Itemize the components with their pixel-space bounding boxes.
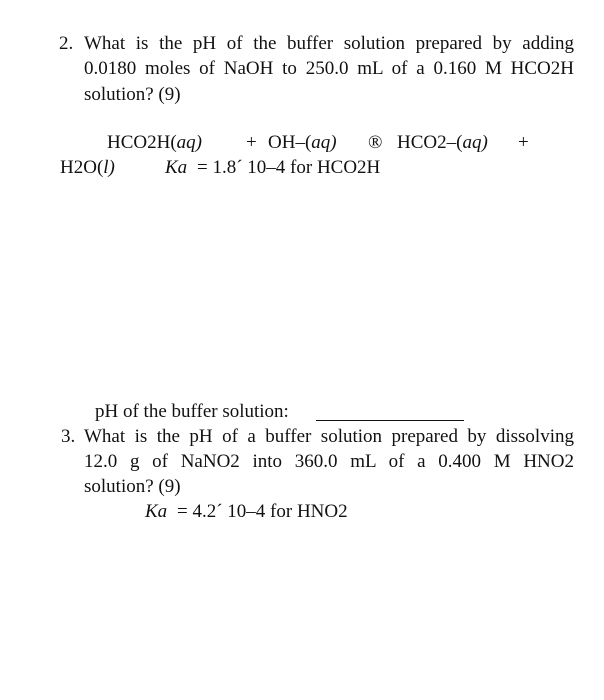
answer-label-q2: pH of the buffer solution: xyxy=(95,401,289,422)
question-3-text-line-3: solution? (9) xyxy=(84,476,181,497)
ka-value-q2: = 1.8´ 10–4 for HCO2H xyxy=(197,157,381,178)
answer-blank-q2[interactable] xyxy=(316,420,464,421)
equation-product-1: HCO2–(aq) xyxy=(397,132,488,153)
equation-product-2: H2O(l) xyxy=(60,157,115,178)
ka-value-q3: = 4.2´ 10–4 for HNO2 xyxy=(177,501,348,522)
question-2-number: 2. xyxy=(59,33,74,54)
equation-plus-1: + xyxy=(246,132,257,153)
question-2-text-line-2: 0.0180 moles of NaOH to 250.0 mL of a 0.160 M HCO2H xyxy=(84,58,574,79)
ka-label-q3: Ka xyxy=(145,501,168,522)
question-3-text-line-1: What is the pH of a buffer solution prepared by dissolving xyxy=(84,426,574,447)
equation-plus-2: + xyxy=(518,132,529,153)
question-3-number: 3. xyxy=(61,426,76,447)
question-2-text-line-3: solution? (9) xyxy=(84,84,181,105)
question-3-text-line-2: 12.0 g of NaNO2 into 360.0 mL of a 0.400 M HNO2 xyxy=(84,451,574,472)
equation-arrow-symbol: ® xyxy=(368,132,383,153)
ka-label-q2: Ka xyxy=(165,157,188,178)
question-2-text-line-1: What is the pH of the buffer solution prepared by adding xyxy=(84,33,574,54)
equation-reactant-2: OH–(aq) xyxy=(268,132,337,153)
equation-reactant-1: HCO2H(aq) xyxy=(107,132,202,153)
